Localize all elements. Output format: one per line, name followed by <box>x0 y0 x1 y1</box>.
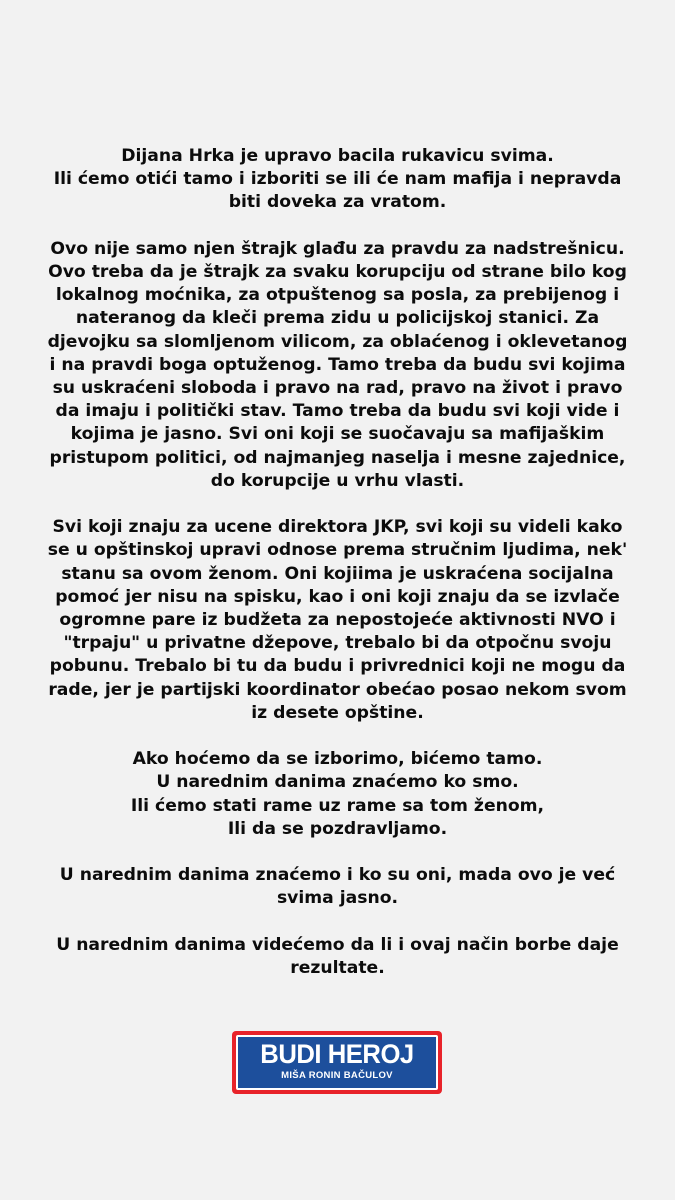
text-line: "trpaju" u privatne džepove, trebalo bi da otpočnu svoju <box>63 633 612 654</box>
text-line: do korupcije u vrhu vlasti. <box>210 470 465 491</box>
text-line: rezultate. <box>290 958 385 979</box>
paragraph <box>40 516 635 725</box>
text-line: Svi koji znaju za ucene direktora JKP, svi koji su videli kako <box>52 517 623 538</box>
text-line: Ili ćemo stati rame uz rame sa tom ženom, <box>130 795 545 816</box>
paragraph <box>40 748 635 841</box>
text-line: Ako hoćemo da se izborimo, bićemo tamo. <box>132 749 543 770</box>
text-line: ogromne pare iz budžeta za nepostojeće aktivnosti NVO i <box>59 610 616 631</box>
paragraph <box>40 145 635 215</box>
paragraph <box>40 864 635 910</box>
text-line: rade, jer je partijski koordinator obećao posao nekom svom <box>48 679 627 700</box>
text-line: lokalnog moćnika, za otpuštenog sa posla, za prebijenog i <box>55 285 620 306</box>
text-line: pomoć jer nisu na spisku, kao i oni koji znaju da se izvlače <box>55 586 620 607</box>
text-line: U narednim danima znaćemo ko smo. <box>156 772 519 793</box>
text-line: pristupom politici, od najmanjeg naselja i mesne zajednice, <box>49 447 626 468</box>
text-line: Ili ćemo otići tamo i izboriti se ili će nam mafija i nepravda <box>53 169 622 190</box>
text-line: Dijana Hrka je upravo bacila rukavicu svima. <box>121 146 554 166</box>
text-line: i na pravdi boga optuženog. Tamo treba da budu svi kojima <box>49 354 626 375</box>
text-line: su uskraćeni sloboda i pravo na rad, pravo na život i pravo <box>52 378 623 399</box>
text-line: Ili da se pozdravljamo. <box>227 818 448 839</box>
text-line: kojima je jasno. Svi oni koji se suočavaju sa mafijaškim <box>70 424 605 445</box>
text-line: U narednim danima videćemo da li i ovaj način borbe daje <box>56 934 619 955</box>
text-line: svima jasno. <box>276 888 399 909</box>
text-line: stanu sa ovom ženom. Oni kojiima je uskraćena socijalna <box>61 563 614 584</box>
text-line: Ovo nije samo njen štrajk glađu za pravdu za nadstrešnicu. <box>50 238 625 259</box>
logo-subtitle: MIŠA RONIN BAČULOV <box>281 1070 393 1081</box>
text-line: djevojku sa slomljenom vilicom, za oblaćenog i oklevetanog <box>47 331 628 352</box>
paragraph <box>40 238 635 493</box>
logo-title: BUDI HEROJ <box>260 1039 414 1069</box>
story-text <box>40 145 635 1003</box>
paragraph <box>40 934 635 980</box>
text-line: Ovo treba da je štrajk za svaku korupciju od strane bilo kog <box>48 262 627 282</box>
text-line: U narednim danima znaćemo i ko su oni, mada ovo je već <box>59 865 616 886</box>
text-line: biti doveka za vratom. <box>228 192 447 213</box>
logo-inner-panel <box>236 1035 438 1090</box>
text-line: se u opštinskoj upravi odnose prema stručnim ljudima, nek' <box>47 540 628 561</box>
budi-heroj-logo <box>232 1031 442 1094</box>
text-line: nateranog da kleči prema zidu u policijskoj stanici. Za <box>75 308 600 329</box>
text-line: da imaju i politički stav. Tamo treba da budu svi koji vide i <box>55 401 620 422</box>
text-line: pobunu. Trebalo bi tu da budu i privrednici koji ne mogu da <box>49 656 626 677</box>
text-line: iz desete opštine. <box>251 702 424 723</box>
